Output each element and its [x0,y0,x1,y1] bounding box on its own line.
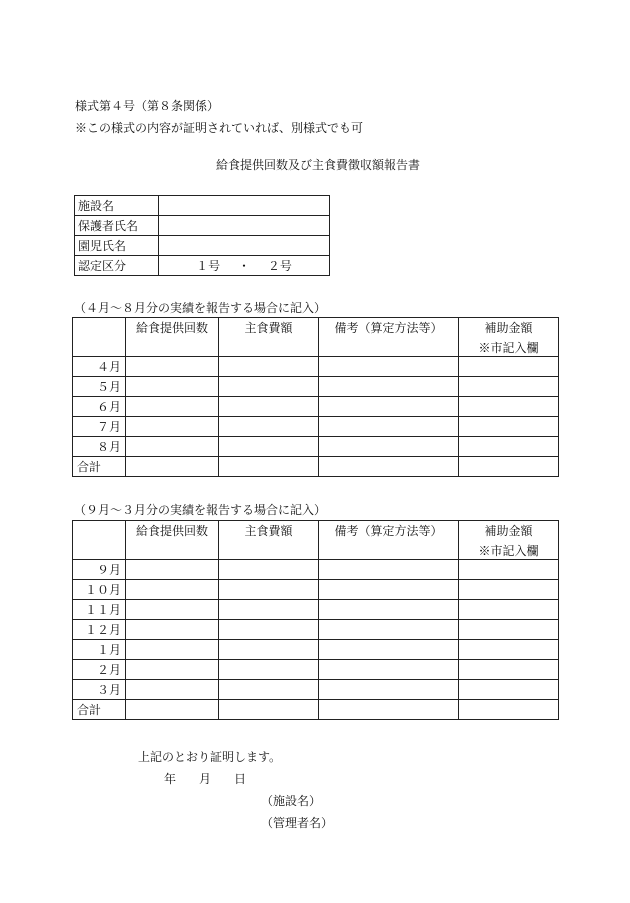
remarks-cell[interactable] [319,437,459,457]
remarks-cell[interactable] [319,680,459,700]
staple-cell[interactable] [219,660,319,680]
cert-field[interactable] [159,256,330,276]
header-subsidy-note: ※市記入欄 [478,544,539,558]
month-label: ８月 [73,437,126,457]
staple-cell[interactable] [219,600,319,620]
info-row-cert [75,256,330,276]
header-meals [126,521,219,560]
month-label: ４月 [73,357,126,377]
header-subsidy [459,318,559,357]
meals-cell[interactable] [126,700,219,720]
month-label: ７月 [73,417,126,437]
meals-cell[interactable] [126,457,219,477]
subsidy-cell[interactable] [459,660,559,680]
month-label: ３月 [73,680,126,700]
staple-cell[interactable] [219,417,319,437]
header-staple-label: 主食費額 [244,524,293,538]
month-label: ２月 [73,660,126,680]
info-row-child [75,236,330,256]
meals-cell[interactable] [126,417,219,437]
facility-label: 施設名 [75,196,159,216]
subsidy-cell[interactable] [459,620,559,640]
month-label: １２月 [73,620,126,640]
header-remarks [319,318,459,357]
facility-field[interactable] [159,196,330,216]
header-meals-label: 給食提供回数 [135,524,208,538]
staple-cell[interactable] [219,620,319,640]
header-subsidy-label: 補助金額 [484,321,533,335]
table-row [73,397,559,417]
table-row [73,357,559,377]
remarks-cell[interactable] [319,457,459,477]
section1-caption: （４月～８月分の実績を報告する場合に記入） [74,301,327,315]
remarks-cell[interactable] [319,620,459,640]
staple-cell[interactable] [219,640,319,660]
table-row [73,620,559,640]
table-row [73,660,559,680]
header-staple-label: 主食費額 [244,321,293,335]
table-row [73,437,559,457]
remarks-cell[interactable] [319,417,459,437]
staple-cell[interactable] [219,700,319,720]
remarks-cell[interactable] [319,580,459,600]
table-header-row [73,521,559,560]
certify-statement: 上記のとおり証明します。 [138,750,282,764]
month-label: １月 [73,640,126,660]
child-label: 園児氏名 [75,236,159,256]
header-staple [219,521,319,560]
subsidy-cell[interactable] [459,457,559,477]
header-remarks-label: 備考（算定方法等） [334,524,443,538]
cert-separator: ・ [237,258,250,273]
meals-cell[interactable] [126,620,219,640]
meals-cell[interactable] [126,660,219,680]
page-title: 給食提供回数及び主食費徴収額報告書 [216,158,421,172]
remarks-cell[interactable] [319,660,459,680]
info-table [74,195,330,276]
remarks-cell[interactable] [319,600,459,620]
cert-option-1[interactable]: １号 [196,258,221,273]
staple-cell[interactable] [219,437,319,457]
remarks-cell[interactable] [319,357,459,377]
remarks-cell[interactable] [319,377,459,397]
date-month-label: 月 [199,772,212,786]
table-row [73,580,559,600]
table-row [73,600,559,620]
subsidy-cell[interactable] [459,700,559,720]
total-label: 合計 [73,457,126,477]
subsidy-cell[interactable] [459,377,559,397]
subsidy-cell[interactable] [459,580,559,600]
month-label: １０月 [73,580,126,600]
subsidy-cell[interactable] [459,680,559,700]
subsidy-cell[interactable] [459,417,559,437]
month-label: ６月 [73,397,126,417]
total-label: 合計 [73,700,126,720]
form-note: ※この様式の内容が証明されていれば、別様式でも可 [75,121,364,135]
remarks-cell[interactable] [319,700,459,720]
month-label: ９月 [73,560,126,580]
signer-facility-label: （施設名） [261,794,322,808]
subsidy-cell[interactable] [459,640,559,660]
meals-cell[interactable] [126,580,219,600]
subsidy-cell[interactable] [459,600,559,620]
info-row-facility [75,196,330,216]
subsidy-cell[interactable] [459,397,559,417]
report-table-apr-aug [72,317,559,477]
header-meals [126,318,219,357]
info-row-guardian [75,216,330,236]
header-subsidy-note: ※市記入欄 [478,341,539,355]
staple-cell[interactable] [219,580,319,600]
remarks-cell[interactable] [319,640,459,660]
header-staple [219,318,319,357]
section2-caption: （９月～３月分の実績を報告する場合に記入） [74,503,327,517]
meals-cell[interactable] [126,397,219,417]
child-field[interactable] [159,236,330,256]
meals-cell[interactable] [126,560,219,580]
staple-cell[interactable] [219,680,319,700]
cert-label: 認定区分 [75,256,159,276]
meals-cell[interactable] [126,357,219,377]
date-year-label: 年 [164,772,177,786]
header-blank [73,521,126,560]
date-day-label: 日 [234,772,247,786]
remarks-cell[interactable] [319,560,459,580]
table-row [73,560,559,580]
signer-manager-label: （管理者名） [261,816,334,830]
staple-cell[interactable] [219,397,319,417]
header-blank [73,318,126,357]
subsidy-cell[interactable] [459,437,559,457]
remarks-cell[interactable] [319,397,459,417]
table-row [73,680,559,700]
staple-cell[interactable] [219,357,319,377]
table-header-row [73,318,559,357]
cert-option-2[interactable]: ２号 [267,258,292,273]
meals-cell[interactable] [126,680,219,700]
subsidy-cell[interactable] [459,357,559,377]
header-subsidy-label: 補助金額 [484,524,533,538]
staple-cell[interactable] [219,560,319,580]
header-meals-label: 給食提供回数 [135,321,208,335]
header-remarks-label: 備考（算定方法等） [334,321,443,335]
month-label: １１月 [73,600,126,620]
meals-cell[interactable] [126,377,219,397]
header-remarks [319,521,459,560]
report-table-sep-mar [72,520,559,720]
meals-cell[interactable] [126,437,219,457]
total-row [73,457,559,477]
staple-cell[interactable] [219,457,319,477]
meals-cell[interactable] [126,600,219,620]
staple-cell[interactable] [219,377,319,397]
guardian-label: 保護者氏名 [75,216,159,236]
table-row [73,640,559,660]
table-row [73,417,559,437]
subsidy-cell[interactable] [459,560,559,580]
meals-cell[interactable] [126,640,219,660]
guardian-field[interactable] [159,216,330,236]
header-subsidy [459,521,559,560]
form-number: 様式第４号（第８条関係） [75,99,220,113]
total-row [73,700,559,720]
month-label: ５月 [73,377,126,397]
table-row [73,377,559,397]
